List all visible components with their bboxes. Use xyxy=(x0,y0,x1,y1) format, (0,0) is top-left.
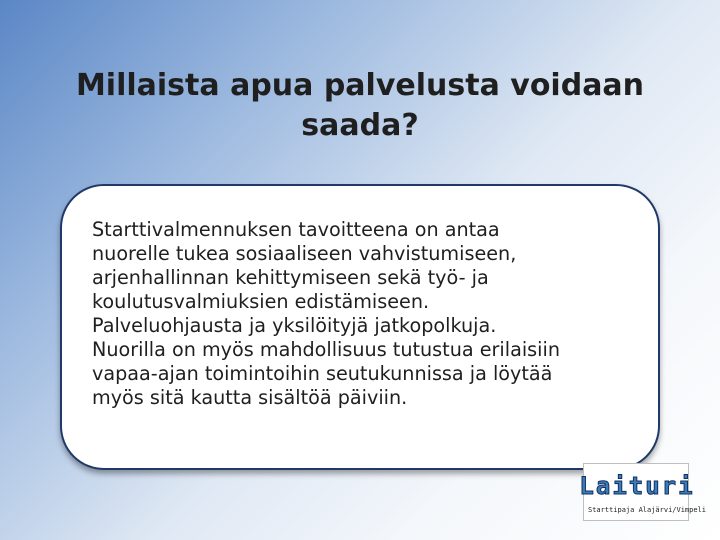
logo-tagline: Starttipaja Alajärvi/Vimpeli xyxy=(588,506,707,514)
logo-wordmark: Laituri xyxy=(591,469,683,503)
slide-title: Millaista apua palvelusta voidaan saada? xyxy=(75,68,645,143)
body-text: Starttivalmennuksen tavoitteena on antaa nuorelle tukea sosiaaliseen vahvistumiseen, arjenhallinnan kehittymiseen sekä työ- ja koulutusvalmiuksien edistämiseen. Palveluohjausta ja yksilöityjä jatkopolkuja. Nuorilla on myös mahdollisuus tutustua erilaisiin vapaa-ajan toimintoihin seutukunnissa ja löytää myös sitä kautta sisältöä päiviin. xyxy=(92,218,560,409)
laituri-logo xyxy=(579,463,707,521)
